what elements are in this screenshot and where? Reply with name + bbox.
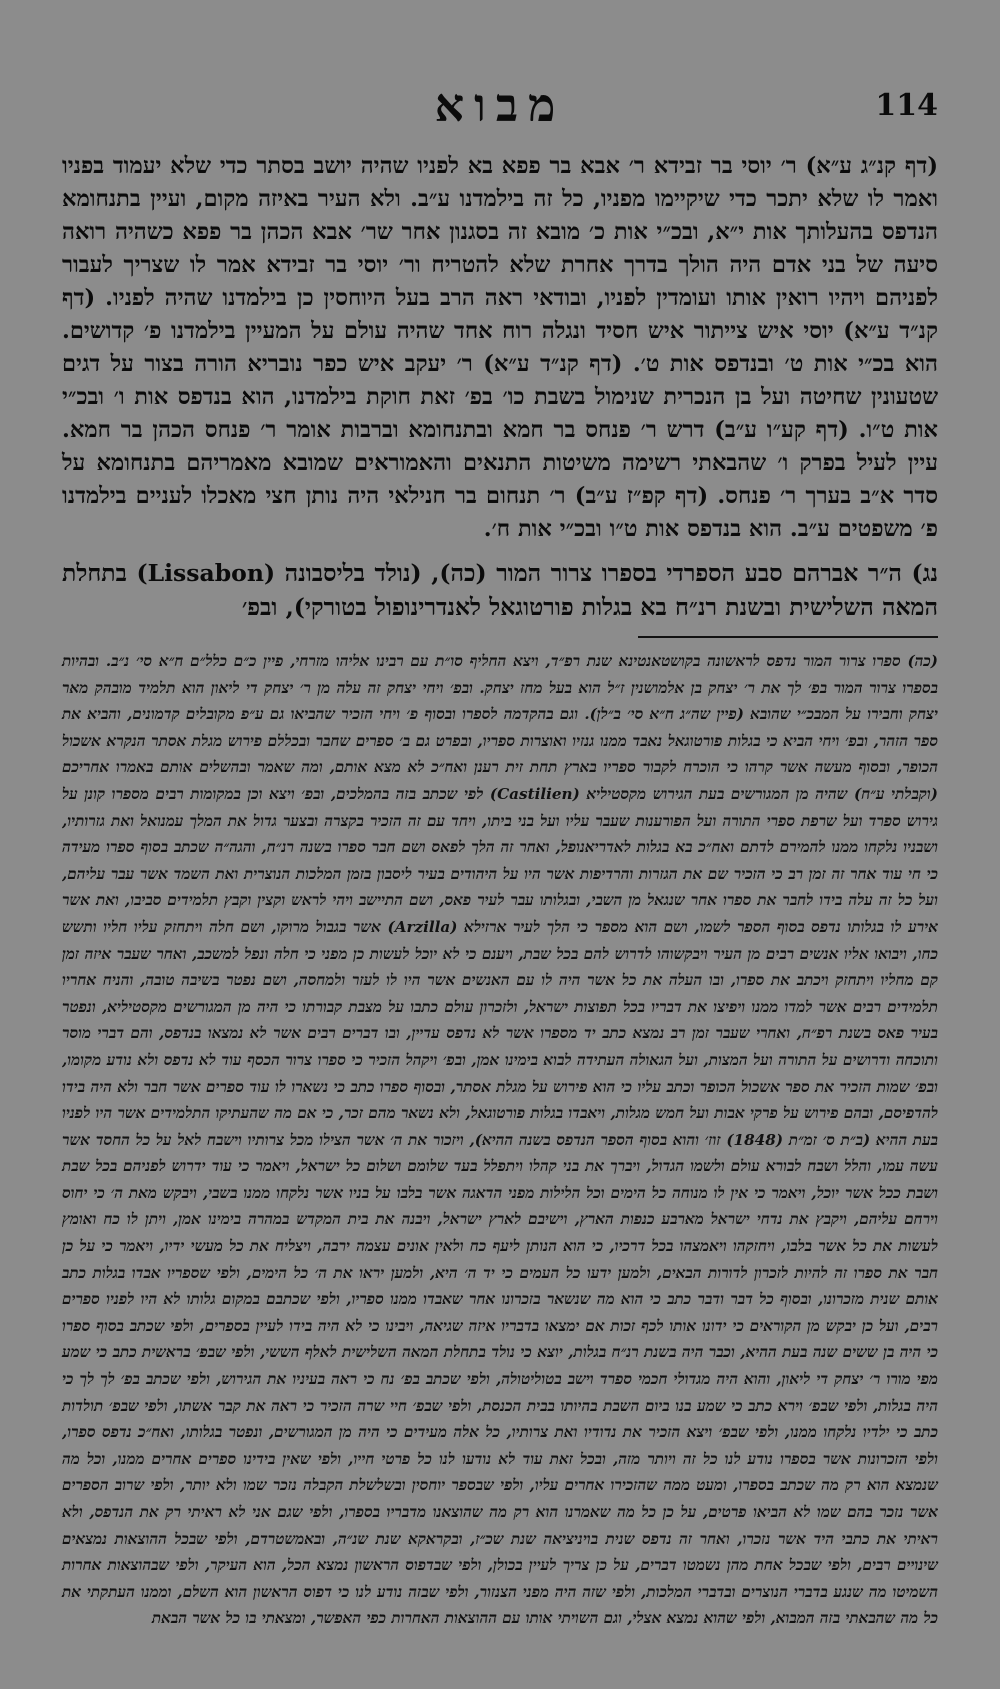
main-text: [62, 150, 938, 624]
footnote-divider: [638, 636, 938, 638]
main-paragraph-1: (דף קנ״ג ע״א) ר׳ יוסי בר זבידא ר׳ אבא בר פפא בא לפניו שהיה יושב בסתר כדי שלא יעמוד בפניו ואמר לו שלא יתכר כדי שיקיימו מפניו, כל זה בילמדנו ע״ב. ולא העיר באיזה מקום, ועיין בתנחומא הנדפס בהעלותך אות י״א, ובכ״י אות כ׳ מובא זה בסגנון אחר שר׳ אבא הכהן בר פפא כשהיה רואה סיעה של בני אדם היה הולך בדרך אחרת שלא להטריח ור׳ יוסי בר זבידא אמר לו שצריך לעבור לפניהם ויהיו רואין אותו ועומדין לפניו, ובודאי ראה הרב בעל היוחסין כן בילמדנו שהיה לפניו. (דף קנ״ד ע״א) יוסי איש צייתור איש חסיד ונגלה רוח אחד שהיה עולם על המעיין בילמדנו פ׳ קדושים. הוא בכ״י אות ט׳ ובנדפס אות ט׳. (דף קנ״ד ע״א) ר׳ יעקב איש כפר נובריא הורה בצור על דגים שטעונין שחיטה ועל בן הנכרית שנימול בשבת כו׳ בפ׳ זאת חוקת בילמדנו, הוא בנדפס אות ו׳ ובכ״י אות ט״ו. (דף קע״ו ע״ב) דרש ר׳ פנחס בר חמא ובתנחומא וברבות אומר ר׳ פנחס הכהן בר חמא. עיין לעיל בפרק ו׳ שהבאתי רשימה משיטות התנאים והאמוראים שמובא מאמריהם בתנחומא על סדר א״ב בערך ר׳ פנחס. (דף קפ״ז ע״ב) ר׳ תנחום בר חנילאי היה נותן חצי מאכלו לעניים בילמדנו פ׳ משפטים ע״ב. הוא בנדפס אות ט״ו ובכ״י אות ח׳.: [62, 153, 938, 542]
page-title: מבוא: [434, 78, 566, 132]
page-number: 114: [875, 88, 938, 123]
page-header: [62, 78, 938, 136]
footnotes: [62, 648, 938, 1632]
footnote-25: (כה) ספרו צרור המור נדפס לראשונה בקושטאנטינא שנת רפ״ד, ויצא החליף סו״ת עם רבינו אליהו מזרחי, פיין כ״ם כלל״ם ח״א סי׳ נ״ב. ובהיות בספרו צרור המור בפ׳ לך את ר׳ יצחק בן אלמושנין ז״ל הוא בעל מחז יצחק. ובפ׳ ויחי יצחק זה עלה מן ר׳ יצחק די ליאון הוא תלמיד מובהק מאר יצחק וחבירו על המבכ״י שהובא (פיין שה״ג ח״א סי׳ ב״לן). וגם בהקדמה לספרו ובסוף פ׳ ויחי הזכיר שהביאו גם ע״פ מקובלים קדמונים, והביא את ספר הזהר, ובפ׳ ויחי הביא כי בגלות פורטוגאל נאבד ממנו גנזיו ואוצרות ספריו, ובפרט גם ב׳ ספרים שחבר ובכללם פירוש מגלת אסתר הנקרא אשכול הכופר, ובסוף מעשה אשר קרהו כי הוכרח לקבור ספריו בארץ תחת זית רענן ואח״כ לא מצא אותם, ומה שאמר ובהשלים אותם באמרו אחריכם (וקבלתי ע״ח) שהיה מן המגורשים בעת הגירוש מקסטיליא (Castilien) לפי שכתב בזה בהמלכים, ובפ׳ ויצא וכן במקומות רבים מספרו קונן על גירוש ספרד ועל שרפת ספרי התורה ועל הפורענות שעבר עליו ועל בני ביתו, ויחד עם זה הזכיר בקצרה ובצער גדול את המלך עמנואל ואת גזרותיו, ושבניו נלקחו ממנו להמירם לדתם ואח״כ בא בגלות לאדריאנופל, ואחר זה הלך לפאס ושם חבר ספרו בשנה רנ״ח, והגה״ה שכתב בסוף ספרו מעידה כי חי עוד אחר זה זמן רב כי הזכיר שם את הגזרות והרדיפות אשר היו על היהודים בעיר ליסבון בזמן המלכות הנוצרית ואת השמד אשר עבר עליהם, ועל כל זה עלה בידו לחבר את ספרו אחר שנגאל מן השבי, ובגלותו עבר לעיר פאס, ושם התיישב ויהי לראש וקצין וקבץ תלמידים סביבו, ואת אשר אירע לו בגלותו נדפס בסוף הספר לשמו, ושם הוא מספר כי הלך לעיר ארזילא (Arzilla) אשר בגבול מרוקו, ושם חלה ויתחזק עליו חליו ותשש כחו, ויבואו אליו אנשים רבים מן העיר ויבקשוהו לדרוש להם בכל שבת, ויענם כי לא יוכל לעשות כן מפני כי חלה ונפל למשכב, ואחר שעבר איזה זמן קם מחליו ויתחזק ויכתב את ספרו, ובו העלה את כל אשר היה לו עם האנשים אשר היו לו לעזר ולמחסה, ושם נפטר בשיבה טובה, והניח אחריו תלמידים רבים אשר למדו ממנו ויפיצו את דבריו בכל תפוצות ישראל, ולזכרון עולם כתבו על מצבת קבורתו כי היה מן המגורשים מקסטיליא, ונפטר בעיר פאס בשנת רפ״ח, ואחרי שעבר זמן רב נמצא כתב יד מספרו אשר לא נדפס עדיין, ובו דברים רבים אשר לא נמצאו בנדפס, והם דברי מוסר ותוכחה ודרושים על התורה ועל המצות, ועל הגאולה העתידה לבוא בימינו אמן, ובפ׳ ויקהל הזכיר כי ספרו צרור הכסף עוד לא נדפס ולא נודע מקומו, ובפ׳ שמות הזכיר את ספר אשכול הכופר וכתב עליו כי הוא פירוש על מגלת אסתר, ובסוף ספרו כתב כי נשארו לו עוד ספרים אשר חבר ולא היה בידו להדפיסם, ובהם פירוש על פרקי אבות ועל חמש מגלות, ויאבדו בגלות פורטוגאל, ולא נשאר מהם זכר, כי אם מה שהעתיקו התלמידים אשר היו לפניו בעת ההיא (ב״ת ס׳ זמ״ת (1848) זוז׳ והוא בסוף הספר הנדפס בשנה ההיא), ויזכור את ה׳ אשר הצילו מכל צרותיו וישבח לאל על כל החסד אשר עשה עמו, והלל ושבח לבורא עולם ולשמו הגדול, ויברך את בני קהלו ויתפלל בעד שלומם ושלום כל ישראל, ויאמר כי עוד ידרוש לפניהם בכל שבת ושבת ככל אשר יוכל, ויאמר כי אין לו מנוחה כל הימים וכל הלילות מפני הדאגה אשר בלבו על בניו אשר נלקחו ממנו בשבי, ויבקש מאת ה׳ כי יחוס וירחם עליהם, ויקבץ את נדחי ישראל מארבע כנפות הארץ, וישיבם לארץ ישראל, ויבנה את בית המקדש במהרה בימינו אמן, ויתן לו כח ואומץ לעשות את כל אשר בלבו, ויחזקהו ויאמצהו בכל דרכיו, כי הוא הנותן ליעף כח ולאין אונים עצמה ירבה, ויצליח את כל מעשי ידיו, ויאמר כי על כן חבר את ספרו זה להיות לזכרון לדורות הבאים, ולמען ידעו כל העמים כי יד ה׳ היא, ולמען יראו את ה׳ כל הימים, ולפי שספריו אבדו בגלות כתב אותם שנית מזכרונו, ובסוף כל דבר ודבר כתב כי הוא מה שנשאר בזכרונו אחר שאבדו ממנו ספריו, ולפי שכתבם במקום גלותו לא היו לפניו ספרים רבים, ועל כן יבקש מן הקוראים כי ידונו אותו לכף זכות אם ימצאו בדבריו איזה שגיאה, ויבינו כי לא היה בידו לעיין בספרים, ולפי שכתב בסוף ספרו כי היה בן ששים שנה בעת ההיא, וכבר היה בשנת רנ״ח בגלות, יוצא כי נולד בתחלת המאה השלישית לאלף הששי, ולפי שבפ׳ בראשית כתב כי שמע מפי מורו ר׳ יצחק די ליאון, והוא היה מגדולי חכמי ספרד וישב בטוליטולה, ולפי שכתב בפ׳ נח כי ראה בעיניו את הגירוש, ולפי שכתב בפ׳ לך לך כי היה בגלות, ולפי שבפ׳ וירא כתב כי שמע בנו ביום השבת בהיותו בבית הכנסת, ולפי שבפ׳ חיי שרה הזכיר כי ראה את קבר אשתו, ולפי שבפ׳ תולדות כתב כי ילדיו נלקחו ממנו, ולפי שבפ׳ ויצא הזכיר את נדודיו ואת צרותיו, כל אלה מעידים כי היה מן המגורשים, ונפטר בגלותו, ואח״כ נדפס ספרו, ולפי הזכרונות אשר בספרו נודע לנו כל זה ויותר מזה, ובכל זאת עוד לא נודעו לנו כל פרטי חייו, ולפי שאין בידינו ספרים אחרים ממנו, וכל מה שנמצא הוא רק מה שכתב בספרו, ומעט ממה שהזכירו אחרים עליו, ולפי שבספר יוחסין ובשלשלת הקבלה נזכר שמו ולא יותר, ולפי שרוב הספרים אשר נזכר בהם שמו לא הביאו פרטים, על כן כל מה שאמרנו הוא רק מה שהוצאנו מדבריו בספרו, ולפי שגם אני לא ראיתי רק את הנדפס, ולא ראיתי את כתבי היד אשר נזכרו, ואחר זה נדפס שנית בויניציאה שנת שכ״ז, ובקראקא שנת שנ״ה, ובאמשטרדם, ולפי שבכל ההוצאות נמצאים שינויים רבים, ולפי שבכל אחת מהן נשמטו דברים, על כן צריך לעיין בכולן, ולפי שבדפוס הראשון נמצא הכל, הוא העיקר, ולפי שבהוצאות אחרות השמיטו מה שנגע בדברי הנוצרים ובדברי המלכות, ולפי שזה היה מפני הצנזור, ולפי שבזה נודע לנו כי דפוס הראשון הוא השלם, וממנו העתקתי את כל מה שהבאתי בזה המבוא, ולפי שהוא נמצא אצלי, וגם השויתי אותו עם ההוצאות האחרות כפי האפשר, ומצאתי בו כל אשר הבאת: [62, 652, 938, 1628]
main-paragraph-2: נג) ה״ר אברהם סבע הספרדי בספרו צרור המור (כה), (נולד בליסבונה (Lissabon) בתחלת המאה השלישית ובשנת רנ״ח בא בגלות פורטוגאל לאנדרינופול בטורקי), ובפ׳: [62, 559, 938, 621]
